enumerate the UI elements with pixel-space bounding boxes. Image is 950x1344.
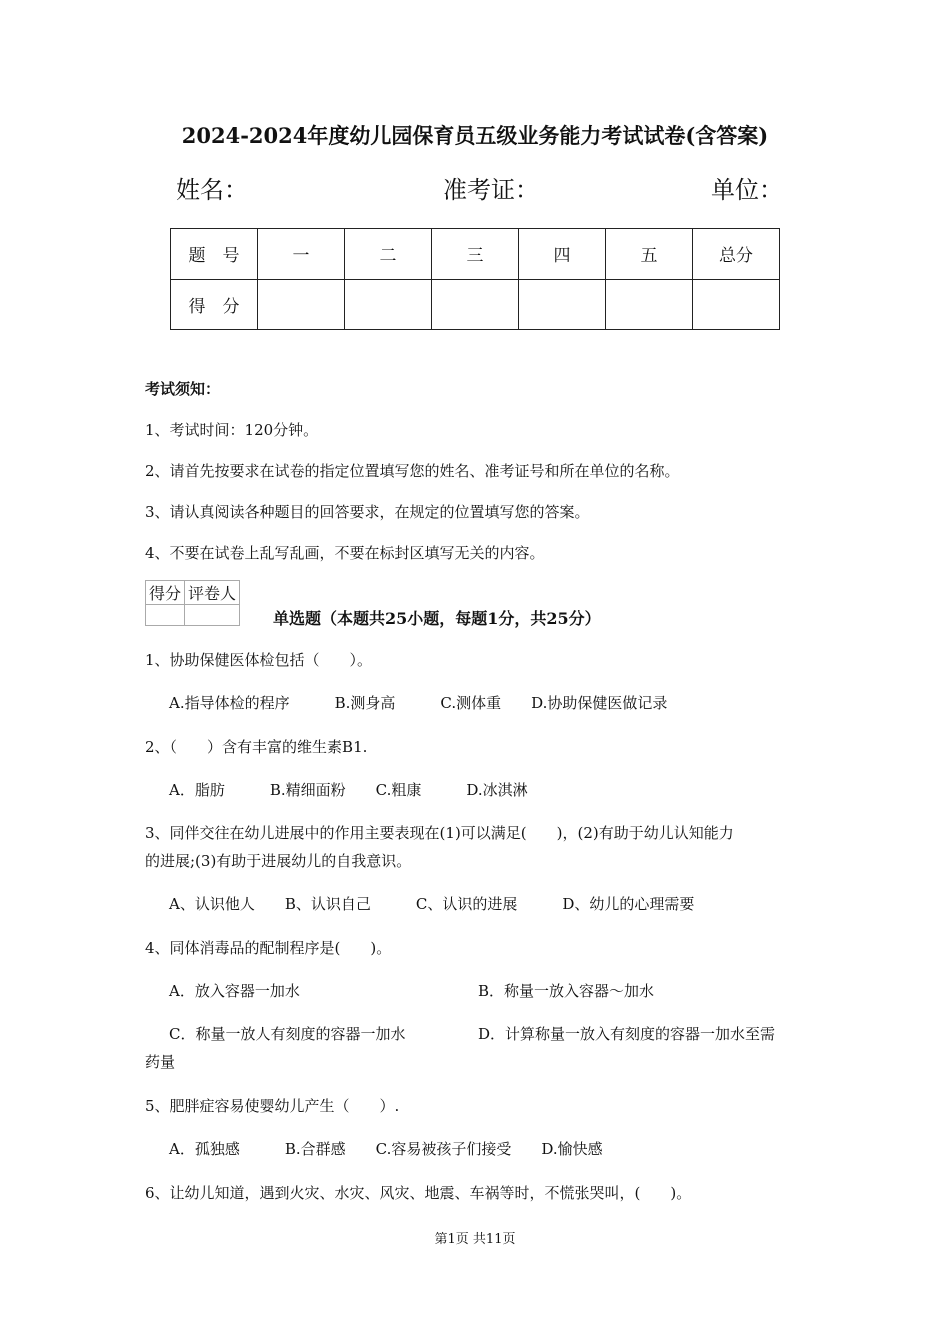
header-cell-4: 四 [519,229,606,280]
score-cell-2[interactable] [345,279,432,330]
question-4-option-b: B．称量一放入容器～加水 [478,982,655,1000]
score-cell-5[interactable] [606,279,693,330]
score-cell-4[interactable] [519,279,606,330]
notice-item-3: 3、请认真阅读各种题目的回答要求，在规定的位置填写您的答案。 [145,503,590,521]
page-title: 2024-2024年度幼儿园保育员五级业务能力考试试卷(含答案) [181,123,769,148]
exam-id-field-label: 准考证： [443,176,539,204]
question-5-options: A．孤独感 B.合群感 C.容易被孩子们接受 D.愉快感 [169,1140,603,1158]
grader-box-grader-cell[interactable] [185,605,240,626]
score-table-score-row [171,279,780,330]
question-2: 2、（ ）含有丰富的维生素B1. [145,738,368,756]
question-3-options: A、认识他人 B、认识自己 C、认识的进展 D、幼儿的心理需要 [169,895,695,913]
grader-box-score-cell[interactable] [146,605,185,626]
unit-field-label: 单位： [711,176,783,204]
question-2-options: A．脂肪 B.精细面粉 C.粗康 D.冰淇淋 [169,781,528,799]
notice-item-2: 2、请首先按要求在试卷的指定位置填写您的姓名、准考证号和所在单位的名称。 [145,462,680,480]
page-footer: 第1页 共11页 [434,1232,516,1247]
question-4: 4、同体消毒品的配制程序是( )。 [145,939,392,957]
score-table [170,228,780,330]
section-title: 单选题（本题共25小题，每题1分，共25分） [273,609,601,628]
score-table-header-row [171,229,780,280]
notice-item-1: 1、考试时间：120分钟。 [145,421,319,439]
name-field-label: 姓名： [176,176,248,204]
score-row-label: 得 分 [171,279,258,330]
question-1-options: A.指导体检的程序 B.测身高 C.测体重 D.协助保健医做记录 [169,694,668,712]
score-cell-total[interactable] [693,279,780,330]
question-6: 6、让幼儿知道，遇到火灾、水灾、风灾、地震、车祸等时，不慌张哭叫，( )。 [145,1184,692,1202]
header-cell-5: 五 [606,229,693,280]
question-4-option-d: D．计算称量一放入有刻度的容器一加水至需 [478,1025,776,1043]
question-1: 1、协助保健医体检包括（ ）。 [145,651,373,669]
question-4-option-a: A．放入容器一加水 [169,982,300,1000]
header-cell-1: 一 [258,229,345,280]
header-cell-3: 三 [432,229,519,280]
question-3-line-2: 的进展;(3)有助于进展幼儿的自我意识。 [145,852,412,870]
question-4-option-d-continued: 药量 [145,1053,176,1071]
question-5: 5、肥胖症容易使婴幼儿产生（ ）. [145,1097,400,1115]
score-cell-3[interactable] [432,279,519,330]
grader-box-score-label: 得分 [146,581,185,605]
grader-box-grader-label: 评卷人 [185,581,240,605]
header-cell-question-no: 题 号 [171,229,258,280]
question-4-option-c: C．称量一放人有刻度的容器一加水 [169,1025,406,1043]
notice-item-4: 4、不要在试卷上乱写乱画，不要在标封区填写无关的内容。 [145,544,545,562]
header-cell-total: 总分 [693,229,780,280]
notice-heading: 考试须知： [145,380,221,398]
grader-box [145,580,240,626]
score-cell-1[interactable] [258,279,345,330]
question-3-line-1: 3、同伴交往在幼儿进展中的作用主要表现在(1)可以满足( )，(2)有助于幼儿认知能力 [145,824,734,842]
header-cell-2: 二 [345,229,432,280]
